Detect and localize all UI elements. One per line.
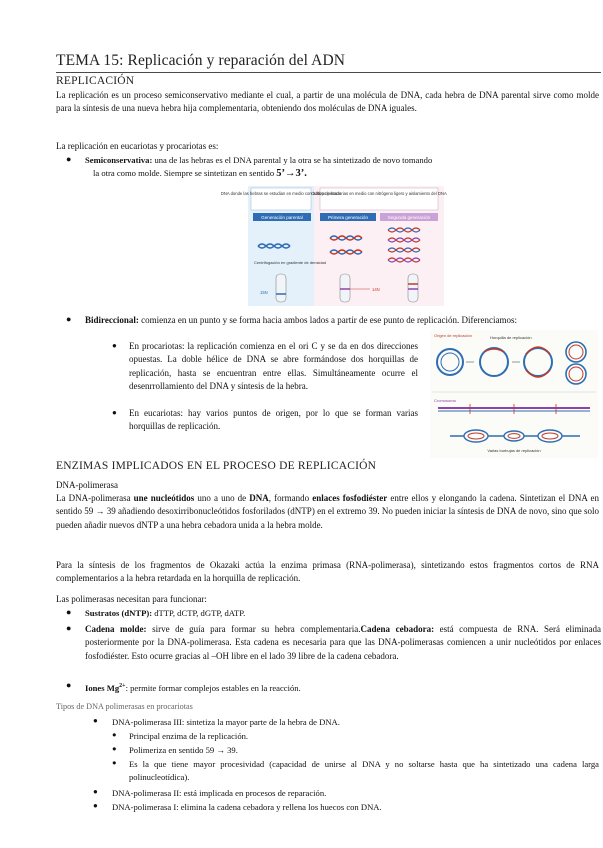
semiconservative-text-line2	[93, 167, 593, 181]
fig1-box-left-text: DNA donde las hebras se estudian en medio con isótopo pesado	[220, 191, 342, 196]
title-divider	[56, 72, 601, 73]
pol3-sub-item: Polimeriza en sentido 59 → 39.	[129, 745, 238, 755]
molde-label: Cadena molde:	[85, 624, 147, 634]
bidirectional-text: comienza en un punto y se forma hacia ambos lados a partir de ese punto de replicación. Diferenciamos:	[138, 315, 517, 325]
bullet-icon: ●	[112, 744, 117, 753]
p1-bold-d: DNA	[249, 493, 269, 503]
p1-text-c: uno a uno de	[194, 493, 250, 503]
fig2-bubbles-label: Varias burbujas de replicación	[487, 448, 541, 453]
fig1-n15-label: 15N	[260, 290, 268, 295]
direction-label: 5’→3’.	[276, 168, 307, 179]
bullet-icon: ●	[112, 730, 117, 739]
fig1-gen-first: Primera generación	[327, 215, 369, 220]
subheading-dna-polimerasa: DNA-polimerasa	[56, 480, 118, 490]
replication-lead: La replicación en eucariotas y procariotas es:	[56, 141, 219, 151]
p1-bold-f: enlaces fosfodiéster	[312, 493, 388, 503]
prokaryote-item: En procariotas: la replicación comienza en el ori C y se da en dos direcciones opuestas. La doble hélice de DNA se abre formándose dos horquillas de replicación, hasta se encuentran entre ellas. Simultáneamente ocurre el desenrrollamiento del DNA y síntesis de la hebra.	[129, 341, 418, 392]
figure-replication-forks-svg	[430, 330, 598, 458]
fig1-n14-label: 14N	[372, 287, 380, 292]
figure-meselson-stahl-svg	[220, 186, 447, 306]
fig1-gen-parental: Generación parental	[261, 215, 303, 220]
section-heading-enzimas: ENZIMAS IMPLICADOS EN EL PROCESO DE REPLICACIÓN	[56, 460, 377, 472]
cebadora-label: Cadena cebadora:	[360, 624, 435, 634]
fig1-box-right-text: Cultivo de bacterias en medio con nitrógeno ligero y aislamiento del DNA	[311, 191, 447, 196]
sustratos-item	[85, 607, 597, 620]
semiconservative-item	[85, 154, 595, 167]
cadena-item	[85, 623, 601, 663]
bullet-icon: ●	[93, 787, 98, 796]
p1-text-e: , formando	[268, 493, 313, 503]
pol2-item: DNA-polimerasa II: está implicada en procesos de reparación.	[112, 788, 327, 798]
bullet-icon: ●	[112, 341, 117, 350]
page-title: TEMA 15: Replicación y reparación del ADN	[56, 52, 346, 69]
semiconservative-text: una de las hebras es el DNA parental y la otra se ha sintetizado de novo tomando	[152, 155, 433, 165]
bullet-icon: ●	[66, 680, 72, 690]
p1-text-g: entre ellos y elongando la cadena. Sintetizan el DNA en sentido 59 → 39 añadiendo desoxirribonucleótidos fosforilados (dNTP) en el extremo 39. No pueden iniciar la síntesis de DNA de novo, sino que solo pueden añadir nuevos dNTP a una hebra cebadora unida a la hebra molde.	[56, 493, 599, 530]
subheading-tipos: Tipos de DNA polimerasas en procariotas	[56, 702, 193, 711]
sustratos-text: dTTP, dCTP, dGTP, dATP.	[152, 608, 246, 618]
semiconservative-label: Semiconservativa:	[85, 155, 153, 165]
cebadora-text: está compuesta de RNA. Será eliminada posteriormente por la DNA-polimerasa. Esta cadena es necesaria para que las DNA-polimerasas comiencen a unir nucleótidos por enlaces fosfodiéster. Esto ocurre gracias al –OH libre en el lado 39 libre de la cadena cebadora.	[85, 624, 602, 661]
bullet-icon: ●	[66, 154, 72, 164]
figure-meselson-stahl	[220, 186, 447, 306]
bidirectional-label: Bidireccional:	[85, 315, 139, 325]
iones-superscript: 2+	[119, 683, 126, 689]
iones-label: Iones Mg	[85, 682, 120, 693]
fig2-origin-label: Origen de replicación	[434, 333, 472, 338]
fig1-gen-second: Segunda generación	[387, 215, 431, 220]
requirements-lead: Las polimerasas necesitan para funcionar:	[56, 594, 207, 604]
bullet-icon: ●	[66, 607, 72, 617]
fig1-tube-parental	[276, 274, 286, 302]
bullet-icon: ●	[93, 801, 98, 810]
pol1-item: DNA-polimerasa I: elimina la cadena cebadora y rellena los huecos con DNA.	[112, 802, 382, 812]
bullet-icon: ●	[66, 623, 72, 633]
fig2-fork-label: Horquilla de replicación	[490, 335, 532, 340]
iones-text: : permite formar complejos estables en la reacción.	[125, 682, 301, 693]
section-heading-replicacion: REPLICACIÓN	[56, 75, 135, 87]
fig2-chromosome-label: Cromosoma	[434, 398, 456, 403]
eukaryote-item: En eucariotas: hay varios puntos de origen, por lo que se forman varias horquillas de replicación.	[129, 408, 418, 432]
p1-text-a: La DNA-polimerasa	[56, 493, 134, 503]
fig1-gradient-label: Centrifugación en gradiente de densidad	[254, 260, 327, 265]
semiconservative-text-2: la otra como molde. Siempre se sintetizan en sentido	[93, 168, 275, 178]
okazaki-paragraph: Para la síntesis de los fragmentos de Okazaki actúa la enzima primasa (RNA-polimerasa), sintetizando estos fragmentos cortos de RNA complementarios a la hebra retardada en la horquilla de replicación.	[56, 560, 599, 584]
bullet-icon: ●	[112, 758, 117, 767]
fig1-tube-second	[408, 274, 418, 302]
iones-item	[85, 680, 597, 695]
pol3-sub-item: Es la que tiene mayor procesividad (capacidad de unirse al DNA y no soltarse hasta que ha sintetizado una cadena larga polinucleotídica).	[129, 759, 599, 782]
figure-replication-forks	[430, 330, 598, 458]
p1-bold-b: une nucleótidos	[133, 493, 195, 503]
bidirectional-item	[85, 314, 597, 327]
bullet-icon: ●	[93, 716, 98, 725]
sustratos-label: Sustratos (dNTP):	[85, 608, 153, 618]
pol3-item: DNA-polimerasa III: sintetiza la mayor parte de la hebra de DNA.	[112, 717, 340, 727]
pol3-sub-item: Principal enzima de la replicación.	[129, 731, 249, 741]
bullet-icon: ●	[112, 408, 117, 417]
fig1-tube-first	[340, 274, 350, 302]
bullet-icon: ●	[66, 314, 72, 324]
molde-text: sirve de guía para formar su hebra complementaria.	[146, 624, 361, 634]
intro-paragraph: La replicación es un proceso semiconservativo mediante el cual, a partir de una molécula de DNA, cada hebra de DNA parental sirve como molde para la síntesis de una nueva hebra hija complementaria, obteniendo dos moléculas de DNA iguales.	[56, 90, 599, 114]
polimerasa-paragraph	[56, 492, 599, 532]
